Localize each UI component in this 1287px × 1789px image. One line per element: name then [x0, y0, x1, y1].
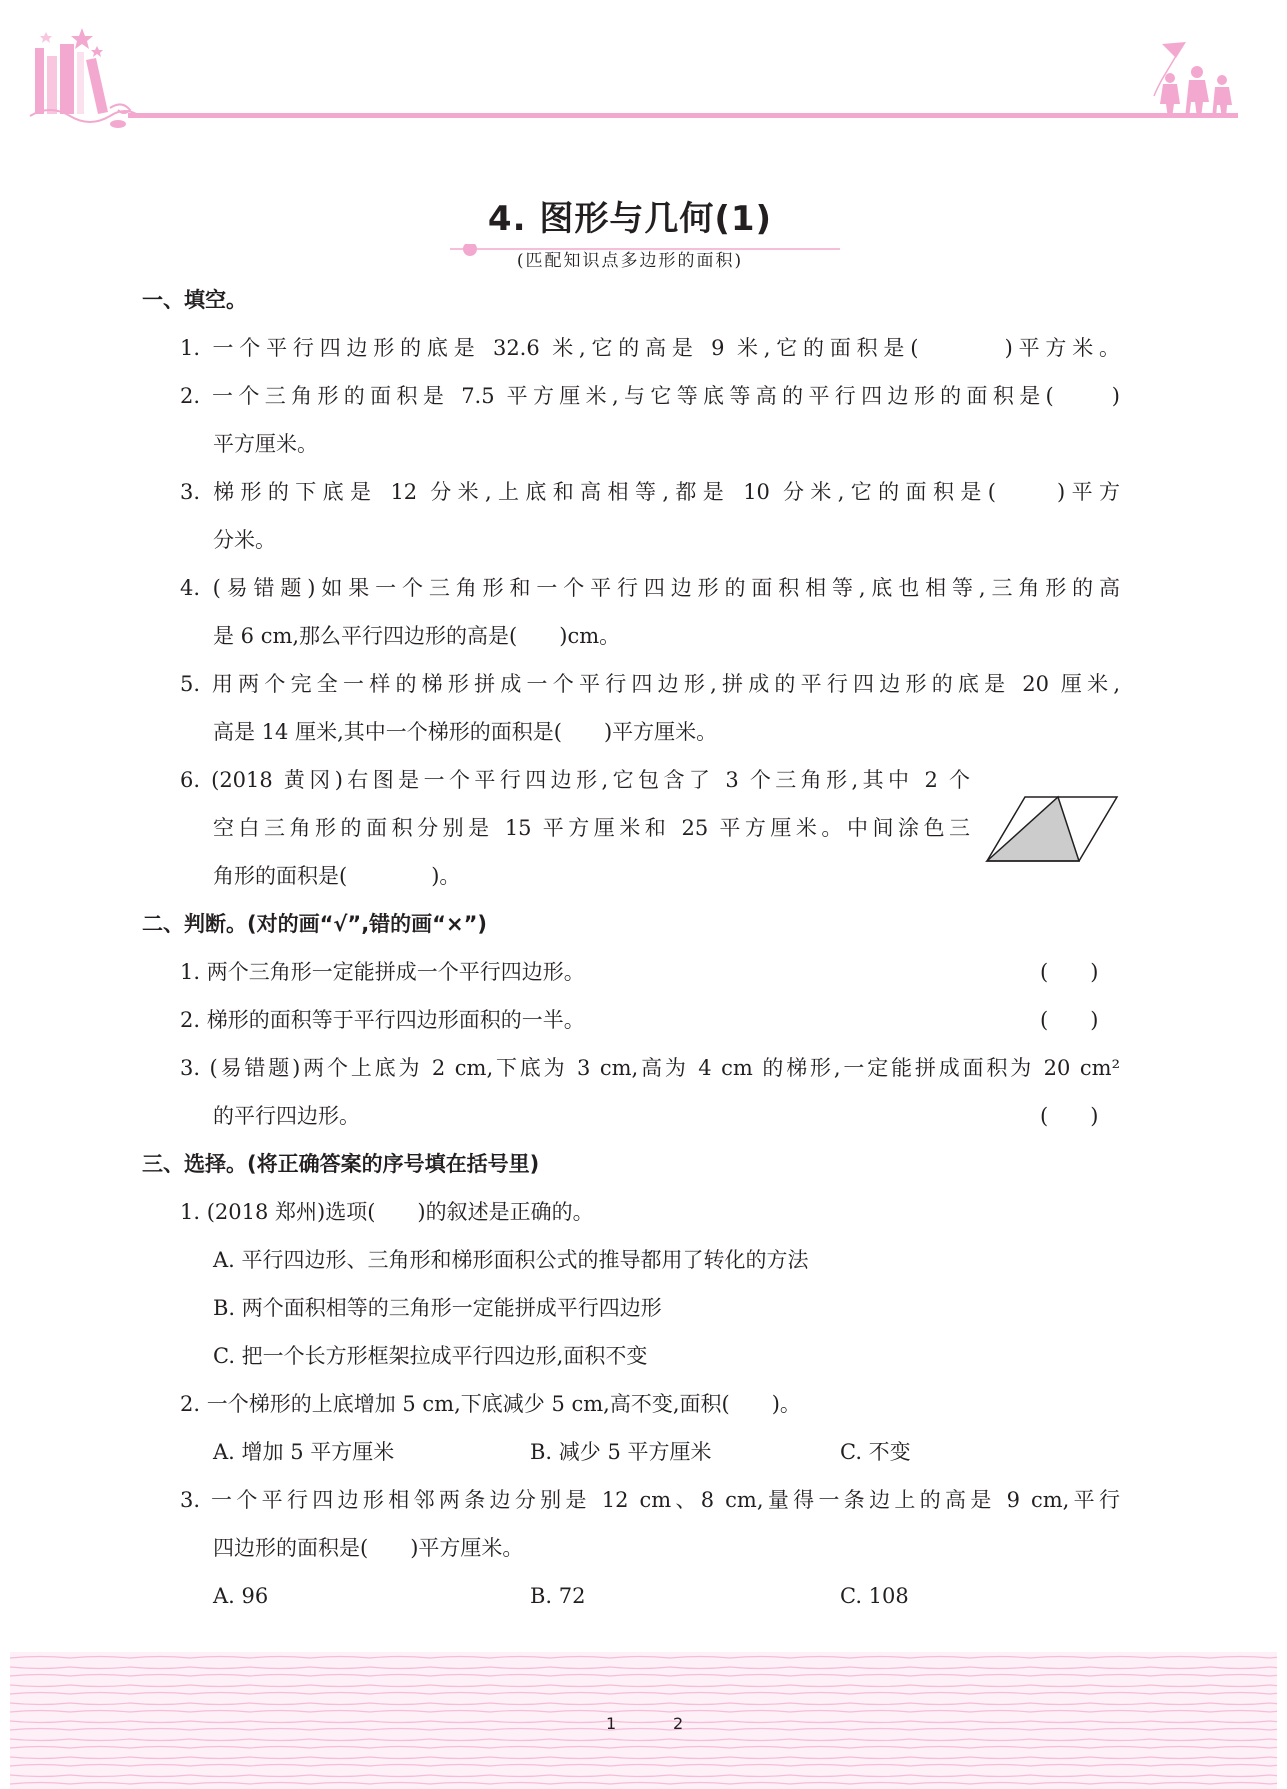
section-heading-true-false: 二、判断。(对的画“√”,错的画“×”)	[142, 912, 487, 936]
question-text: 1. 一个平行四边形的底是 32.6 米,它的高是 9 米,它的面积是( )平方米。	[180, 336, 1120, 360]
answer-blank[interactable]: ( )	[1040, 1008, 1099, 1032]
question-text: 3. (易错题)两个上底为 2 cm,下底为 3 cm,高为 4 cm 的梯形,一定能拼成面积为 20 cm²	[180, 1056, 1120, 1080]
books-logo-icon	[30, 28, 140, 128]
question-text: 的平行四边形。	[213, 1104, 360, 1128]
choice-option-c[interactable]: C. 不变	[840, 1440, 911, 1464]
page-subtitle: (匹配知识点多边形的面积)	[516, 251, 744, 271]
question-text: 角形的面积是( )。	[213, 864, 461, 888]
title-block	[420, 196, 840, 271]
question-text: 高是 14 厘米,其中一个梯形的面积是( )平方厘米。	[213, 720, 718, 744]
section-heading-multiple-choice: 三、选择。(将正确答案的序号填在括号里)	[142, 1152, 540, 1176]
choice-option-a[interactable]: A. 96	[213, 1584, 269, 1608]
choice-option-c[interactable]: C. 把一个长方形框架拉成平行四边形,面积不变	[213, 1344, 648, 1368]
choice-option-b[interactable]: B. 72	[530, 1584, 586, 1608]
page-number: 1	[606, 1714, 617, 1733]
answer-blank[interactable]: ( )	[1040, 960, 1099, 984]
children-kite-icon	[1154, 42, 1232, 118]
question-text: 3. 一个平行四边形相邻两条边分别是 12 cm、8 cm,量得一条边上的高是 9 cm,平行	[180, 1488, 1120, 1512]
page-number: 2	[673, 1714, 684, 1733]
header-decoration	[0, 0, 1287, 140]
question-text: 分米。	[213, 528, 276, 552]
question-text: 6. (2018 黄冈)右图是一个平行四边形,它包含了 3 个三角形,其中 2 个	[180, 768, 970, 792]
choice-option-c[interactable]: C. 108	[840, 1584, 909, 1608]
choice-option-b[interactable]: B. 两个面积相等的三角形一定能拼成平行四边形	[213, 1296, 662, 1320]
question-text: 1. (2018 郑州)选项( )的叙述是正确的。	[180, 1200, 594, 1224]
choice-option-a[interactable]: A. 增加 5 平方厘米	[213, 1440, 395, 1464]
question-text: 空白三角形的面积分别是 15 平方厘米和 25 平方厘米。中间涂色三	[213, 816, 970, 840]
answer-blank[interactable]: ( )	[1040, 1104, 1099, 1128]
section-heading-fill-blank: 一、填空。	[142, 288, 247, 312]
question-text: 四边形的面积是( )平方厘米。	[213, 1536, 524, 1560]
question-text: 平方厘米。	[213, 432, 318, 456]
header-rule	[128, 113, 1238, 118]
question-text: 3. 梯形的下底是 12 分米,上底和高相等,都是 10 分米,它的面积是( )平方	[180, 480, 1120, 504]
question-text: 2. 一个梯形的上底增加 5 cm,下底减少 5 cm,高不变,面积( )。	[180, 1392, 801, 1416]
question-text: 5. 用两个完全一样的梯形拼成一个平行四边形,拼成的平行四边形的底是 20 厘米,	[180, 672, 1120, 696]
question-text: 是 6 cm,那么平行四边形的高是( )cm。	[213, 624, 621, 648]
footer-wave-decoration	[10, 1652, 1277, 1789]
page-title: 4. 图形与几何(1)	[487, 199, 773, 239]
question-text: 2. 一个三角形的面积是 7.5 平方厘米,与它等底等高的平行四边形的面积是( )	[180, 384, 1120, 408]
parallelogram-diagram	[985, 795, 1119, 863]
question-text: 4. (易错题)如果一个三角形和一个平行四边形的面积相等,底也相等,三角形的高	[180, 576, 1120, 600]
choice-option-a[interactable]: A. 平行四边形、三角形和梯形面积公式的推导都用了转化的方法	[213, 1248, 809, 1272]
shaded-triangle	[987, 797, 1079, 861]
question-text: 1. 两个三角形一定能拼成一个平行四边形。	[180, 960, 585, 984]
choice-option-b[interactable]: B. 减少 5 平方厘米	[530, 1440, 712, 1464]
question-text: 2. 梯形的面积等于平行四边形面积的一半。	[180, 1008, 585, 1032]
